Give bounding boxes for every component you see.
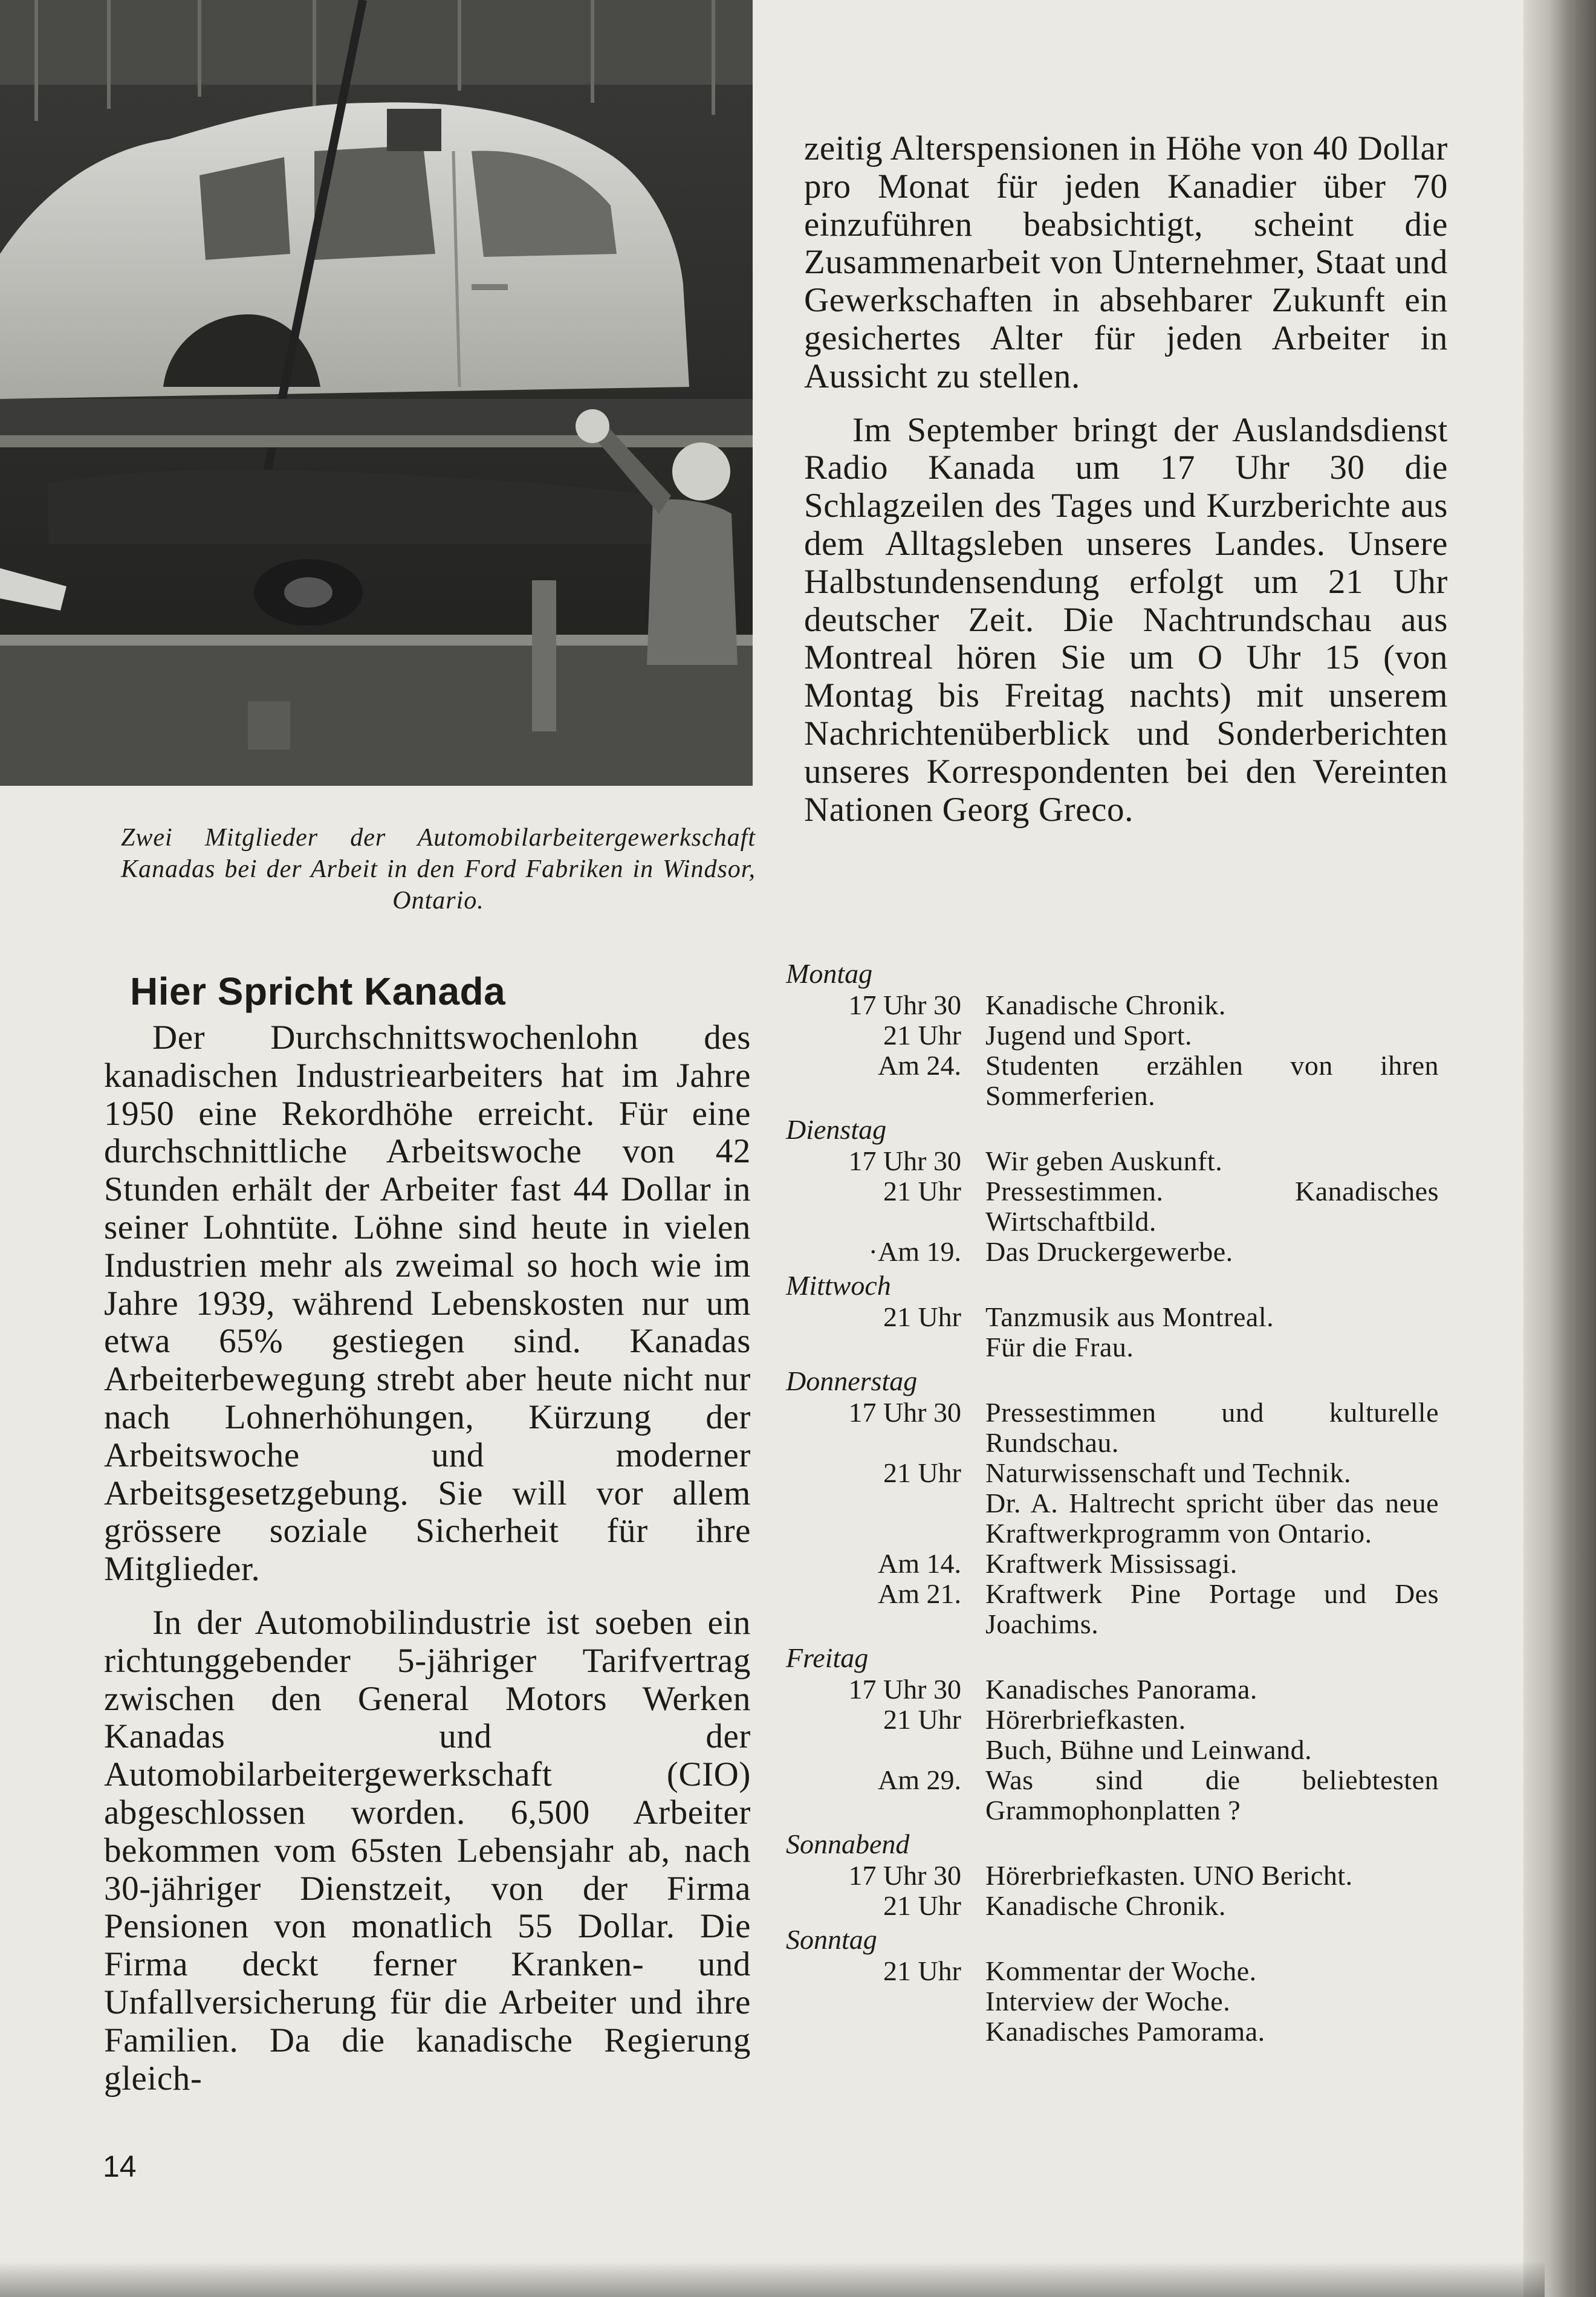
time: 17 Uhr 30: [848, 1860, 961, 1891]
paragraph: In der Automobilindustrie ist soeben ein richtunggebender 5-jähriger Tarifvertrag zwischen den General Motors Werken Kanadas und der Automobilarbeitergewerkschaft (CIO) abgeschlossen worden. 6,500 Arbeiter bekommen vom 65sten Lebensjahr ab, nach 30-jähriger Dienstzeit, von der Firma Pensionen von monatlich 55 Dollar. Die Firma deckt ferner Kranken- und Unfallversicherung für die Arbeiter und ihre Familien. Da die kanadische Regierung gleich-: [104, 1603, 751, 2098]
time: 17 Uhr 30: [848, 1397, 961, 1428]
photo-caption: Zwei Mitglieder der Automobilarbeitergewerkschaft Kanadas bei der Arbeit in den Ford Fabriken in Windsor, Ontario.: [121, 824, 756, 915]
schedule-row: [786, 1332, 1439, 1362]
time: 17 Uhr 30: [848, 990, 961, 1020]
schedule-day: [786, 1113, 1439, 1267]
time: [786, 1488, 985, 1549]
time: 21 Uhr: [883, 1301, 961, 1332]
program: Dr. A. Haltrecht spricht über das neue Kraftwerkprogramm von Ontario.: [985, 1488, 1439, 1549]
schedule-row: [786, 1458, 1439, 1488]
day-name: Mittwoch: [786, 1270, 891, 1301]
assembly-line-photo: [0, 0, 753, 786]
program: Hörerbriefkasten.: [985, 1704, 1186, 1735]
schedule-day: [786, 1642, 1439, 1826]
schedule-day: [786, 957, 1439, 1111]
program: Kanadische Chronik.: [985, 1890, 1226, 1921]
time: ·Am 19.: [868, 1236, 961, 1267]
schedule-row: [786, 1579, 1439, 1639]
time: Am 29.: [878, 1764, 961, 1795]
program: Was sind die beliebtesten Grammophonplatten ?: [985, 1764, 1439, 1826]
time: Am 21.: [878, 1578, 961, 1609]
program: Kommentar der Woche.: [985, 1955, 1257, 1986]
schedule-row: [786, 1237, 1439, 1267]
schedule-row: [786, 1861, 1439, 1891]
day-name: Sonntag: [786, 1924, 877, 1955]
program: Kraftwerk Mississagi.: [985, 1548, 1238, 1579]
car-factory-illustration: [0, 0, 753, 786]
paragraph: Der Durchschnittswochenlohn des kanadischen Industriearbeiters hat im Jahre 1950 eine Rekordhöhe erreicht. Für eine durchschnittliche Arbeitswoche von 42 Stunden erhält der Arbeiter fast 44 Dollar in seiner Lohntüte. Löhne sind heute in vielen Industrien mehr als zweimal so hoch wie im Jahre 1939, während Lebenskosten nur um etwa 65% gestiegen sind. Kanadas Arbeiterbewegung strebt aber heute nicht nur nach Lohnerhöhungen, Kürzung der Arbeitswoche und moderner Arbeitsgesetzgebung. Sie will vor allem grössere soziale Sicherheit für ihre Mitglieder.: [104, 1019, 751, 1589]
time: [786, 1735, 985, 1765]
right-column: [804, 130, 1448, 829]
day-name: Sonnabend: [786, 1829, 910, 1859]
schedule-row: [786, 1176, 1439, 1237]
program: Wir geben Auskunft.: [985, 1145, 1223, 1176]
program: Das Druckergewerbe.: [985, 1236, 1233, 1267]
schedule-row: [786, 1549, 1439, 1579]
program: Pressestimmen und kulturelle Rundschau.: [985, 1397, 1439, 1458]
schedule-row: [786, 1020, 1439, 1051]
schedule-row: [786, 1302, 1439, 1332]
program: Für die Frau.: [985, 1332, 1134, 1362]
time: 17 Uhr 30: [848, 1145, 961, 1176]
schedule-row: [786, 1735, 1439, 1765]
schedule-day: [786, 1365, 1439, 1639]
page-number: 14: [103, 2150, 137, 2183]
time: 21 Uhr: [883, 1457, 961, 1488]
time: 17 Uhr 30: [848, 1674, 961, 1705]
program: Tanzmusik aus Montreal.: [985, 1301, 1274, 1332]
schedule-day: [786, 1923, 1439, 2047]
program: Jugend und Sport.: [985, 1020, 1192, 1051]
program: Kanadisches Pamorama.: [985, 2016, 1265, 2047]
time: [786, 1332, 985, 1362]
paragraph: Im September bringt der Auslandsdienst Radio Kanada um 17 Uhr 30 die Schlagzeilen des Tages und Kurzberichte aus dem Alltagsleben unseres Landes. Unsere Halbstundensendung erfolgt um 21 Uhr deutscher Zeit. Die Nachtrundschau aus Montreal hören Sie um O Uhr 15 (von Montag bis Freitag nachts) mit unserem Nachrichtenüberblick und Sonderberichten unseres Korrespondenten bei den Vereinten Nationen Georg Greco.: [804, 410, 1448, 829]
schedule-day: [786, 1828, 1439, 1921]
schedule-day: [786, 1269, 1439, 1362]
program: Hörerbriefkasten. UNO Bericht.: [985, 1860, 1353, 1891]
time: 21 Uhr: [883, 1020, 961, 1051]
program: Pressestimmen. Kanadisches Wirtschaftbild.: [985, 1176, 1439, 1237]
book-spine-edge: [1523, 0, 1596, 2297]
time: 21 Uhr: [883, 1890, 961, 1921]
day-name: Freitag: [786, 1642, 869, 1673]
left-column: [104, 1019, 751, 2098]
schedule-row: [786, 1765, 1439, 1826]
schedule-row: [786, 1891, 1439, 1921]
bottom-shadow: [0, 2261, 1545, 2297]
time: 21 Uhr: [883, 1176, 961, 1207]
program: Interview der Woche.: [985, 1986, 1231, 2017]
schedule-row: [786, 1146, 1439, 1176]
time: [786, 1986, 985, 2017]
time: Am 24.: [878, 1050, 961, 1081]
time: 21 Uhr: [883, 1704, 961, 1735]
program: Kanadisches Panorama.: [985, 1674, 1257, 1705]
broadcast-schedule: [786, 955, 1439, 2047]
schedule-row: [786, 1956, 1439, 1986]
schedule-row: [786, 990, 1439, 1020]
schedule-row: [786, 1705, 1439, 1735]
time: Am 14.: [878, 1548, 961, 1579]
program: Kanadische Chronik.: [985, 990, 1226, 1020]
program: Naturwissenschaft und Technik.: [985, 1457, 1351, 1488]
time: 21 Uhr: [883, 1955, 961, 1986]
program: Buch, Bühne und Leinwand.: [985, 1734, 1312, 1765]
schedule-row: [786, 1674, 1439, 1705]
day-name: Montag: [786, 958, 873, 989]
day-name: Donnerstag: [786, 1366, 918, 1396]
schedule-row: [786, 1398, 1439, 1458]
schedule-row: [786, 1986, 1439, 2017]
program: Kraftwerk Pine Portage und Des Joachims.: [985, 1578, 1439, 1639]
day-name: Dienstag: [786, 1114, 887, 1145]
article-heading: Hier Spricht Kanada: [130, 970, 506, 1013]
paragraph: zeitig Alterspensionen in Höhe von 40 Dollar pro Monat für jeden Kanadier über 70 einzuführen beabsichtigt, scheint die Zusammenarbeit von Unternehmer, Staat und Gewerkschaften in absehbarer Zukunft ein gesichertes Alter für jeden Arbeiter in Aussicht zu stellen.: [804, 129, 1448, 395]
schedule-row: [786, 1051, 1439, 1111]
schedule-row: [786, 1488, 1439, 1549]
time: [786, 2017, 985, 2047]
program: Studenten erzählen von ihren Sommerferien.: [985, 1050, 1439, 1111]
schedule-row: [786, 2017, 1439, 2047]
